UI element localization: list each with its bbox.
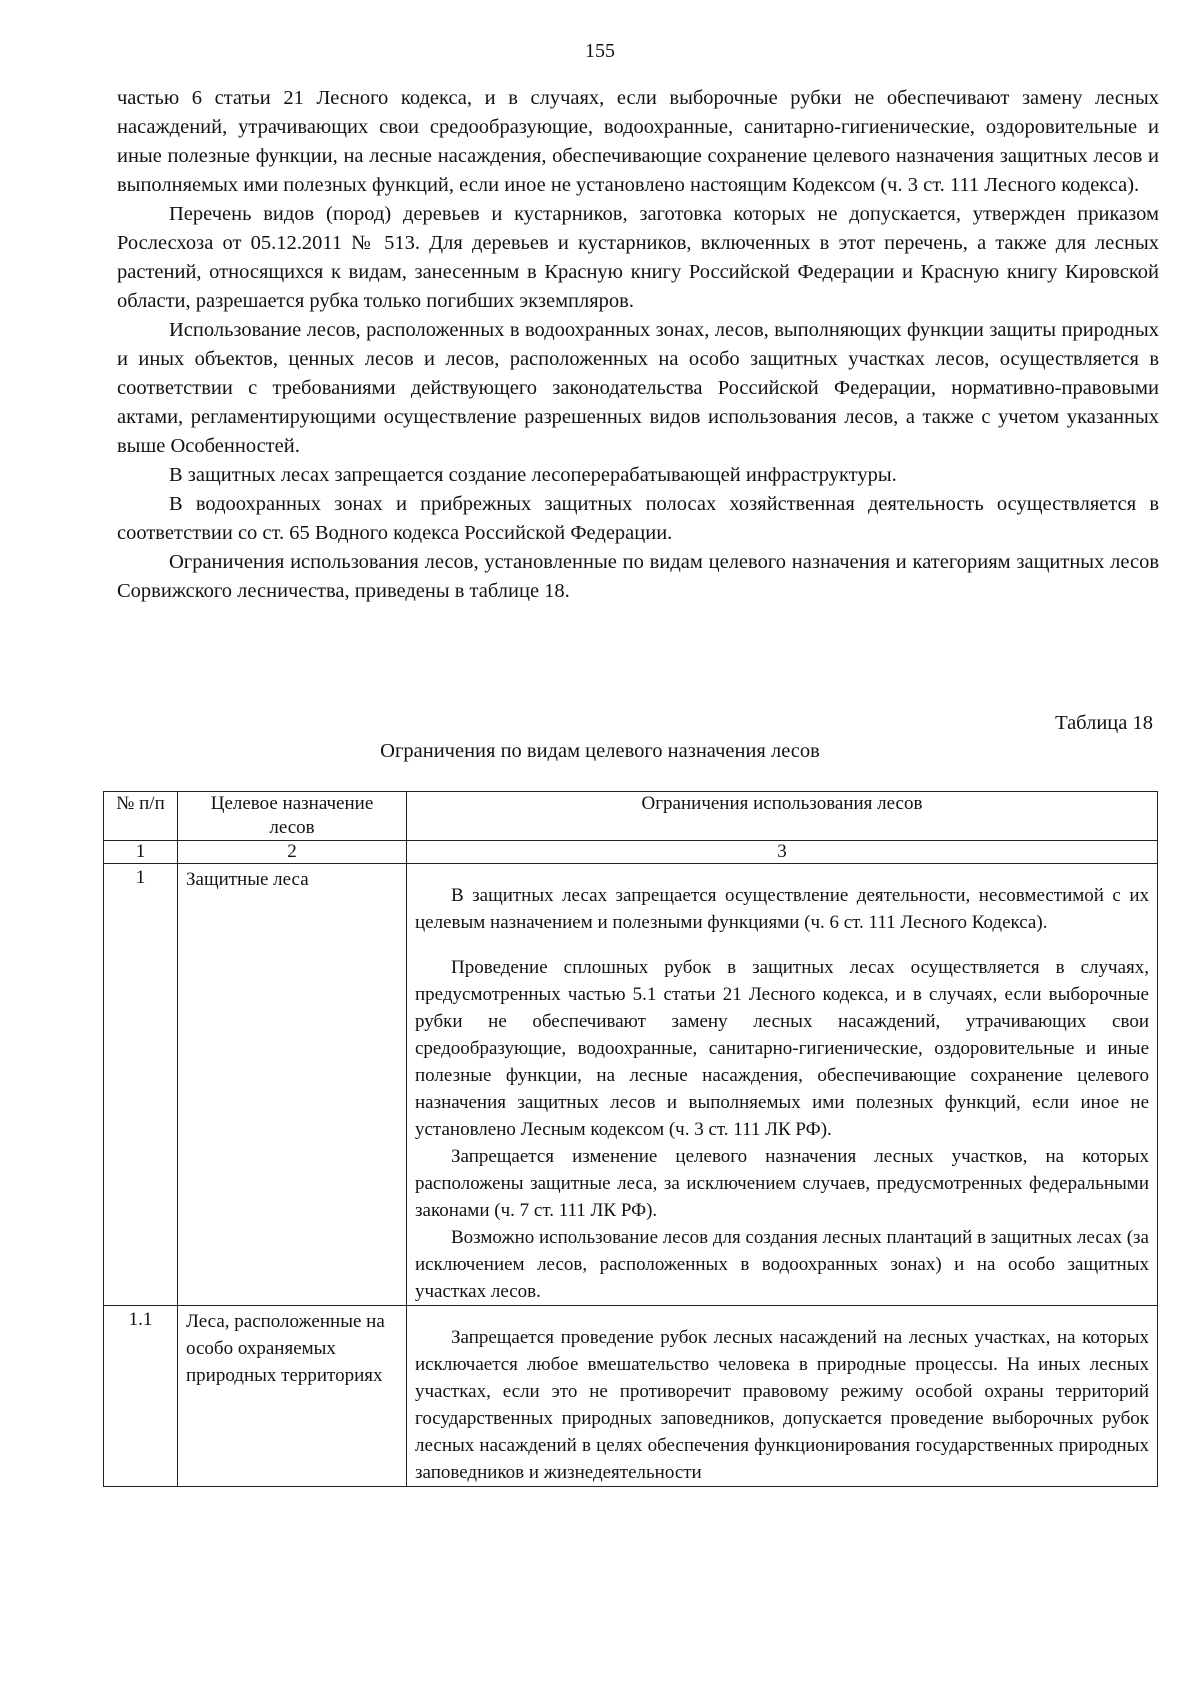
spacer <box>415 1306 1149 1324</box>
row-restrictions <box>407 864 1158 1306</box>
table-row <box>104 1306 1158 1487</box>
spacer <box>415 864 1149 882</box>
row-purpose <box>178 1306 407 1487</box>
paragraph-continuation: частью 6 статьи 21 Лесного кодекса, и в случаях, если выборочные рубки не обеспечивают замену лесных насаждений, утрачивающих свои средообразующие, водоохранные, санитарно-гигиенические, оздоровительные и иные полезные функции, на лесные насаждения, обеспечивающие сохранение целевого назначения защитных лесов и выполняемых ими полезных функций, если иное не установлено настоящим Кодексом (ч. 3 ст. 111 Лесного кодекса). <box>117 87 1159 196</box>
column-number-row <box>104 841 1158 864</box>
header-purpose: Целевое назначение лесов <box>178 792 407 841</box>
row-purpose <box>178 864 407 1306</box>
header-restrictions: Ограничения использования лесов <box>407 792 1158 841</box>
column-number: 1 <box>104 841 178 864</box>
row-num: 1.1 <box>104 1306 178 1487</box>
spacer <box>415 936 1149 954</box>
table-header-row <box>104 792 1158 841</box>
purpose-text: Защитные леса <box>186 869 309 890</box>
row-restrictions <box>407 1306 1158 1487</box>
paragraph-table-reference: Ограничения использования лесов, установленные по видам целевого назначения и категориям защитных лесов Сорвижского лесничества, приведены в таблице 18. <box>117 551 1159 602</box>
restrictions-table <box>103 791 1158 1487</box>
page-number: 155 <box>585 40 615 62</box>
paragraph-water-zones: В водоохранных зонах и прибрежных защитных полосах хозяйственная деятельность осуществляется в соответствии со ст. 65 Водного кодекса Российской Федерации. <box>117 493 1159 544</box>
body-text <box>117 84 1159 606</box>
restriction-paragraph: Запрещается изменение целевого назначения лесных участков, на которых расположены защитные леса, за исключением случаев, предусмотренных федеральными законами (ч. 7 ст. 111 ЛК РФ). <box>415 1146 1149 1221</box>
column-number: 3 <box>407 841 1158 864</box>
paragraph-species-list: Перечень видов (пород) деревьев и кустарников, заготовка которых не допускается, утвержден приказом Рослесхоза от 05.12.2011 № 513. Для деревьев и кустарников, включенных в этот перечень, а также для лесных растений, относящихся к видам, занесенным в Красную книгу Российской Федерации и Красную книгу Кировской области, разрешается рубка только погибших экземпляров. <box>117 203 1159 312</box>
header-num: № п/п <box>104 792 178 841</box>
column-number: 2 <box>178 841 407 864</box>
table-caption: Таблица 18 <box>1055 712 1153 734</box>
table-title: Ограничения по видам целевого назначения лесов <box>380 740 820 762</box>
table-row <box>104 864 1158 1306</box>
restriction-paragraph: Проведение сплошных рубок в защитных лесах осуществляется в случаях, предусмотренных частью 5.1 статьи 21 Лесного кодекса, и в случаях, если выборочные рубки не обеспечивают замену лесных насаждений, утрачивающих свои средообразующие, водоохранные, санитарно-гигиенические, оздоровительные и иные полезные функции, на лесные насаждения, обеспечивающие сохранение целевого назначения защитных лесов и выполняемых ими полезных функций, если иное не установлено Лесным кодексом (ч. 3 ст. 111 ЛК РФ). <box>415 957 1149 1140</box>
row-num: 1 <box>104 864 178 1306</box>
restriction-paragraph: В защитных лесах запрещается осуществление деятельности, несовместимой с их целевым назначением и полезными функциями (ч. 6 ст. 111 Лесного Кодекса). <box>415 885 1149 933</box>
restriction-paragraph: Возможно использование лесов для создания лесных плантаций в защитных лесах (за исключением лесов, расположенных в водоохранных зонах) и на особо защитных участках лесов. <box>415 1227 1149 1302</box>
paragraph-forest-use: Использование лесов, расположенных в водоохранных зонах, лесов, выполняющих функции защиты природных и иных объектов, ценных лесов и лесов, расположенных на особо защитных участках лесов, осуществляется в соответствии с требованиями действующего законодательства Российской Федерации, нормативно-правовыми актами, регламентирующими осуществление разрешенных видов использования лесов, а также с учетом указанных выше Особенностей. <box>117 319 1159 457</box>
paragraph-infrastructure: В защитных лесах запрещается создание лесоперерабатывающей инфраструктуры. <box>169 464 897 486</box>
purpose-text: Леса, расположенные на особо охраняемых природных территориях <box>186 1311 385 1386</box>
restriction-paragraph: Запрещается проведение рубок лесных насаждений на лесных участках, на которых исключается любое вмешательство человека в природные процессы. На иных лесных участках, если это не противоречит правовому режиму особой охраны территорий государственных природных заповедников, допускается проведение выборочных рубок лесных насаждений в целях обеспечения функционирования государственных природных заповедников и жизнедеятельности <box>415 1327 1149 1483</box>
